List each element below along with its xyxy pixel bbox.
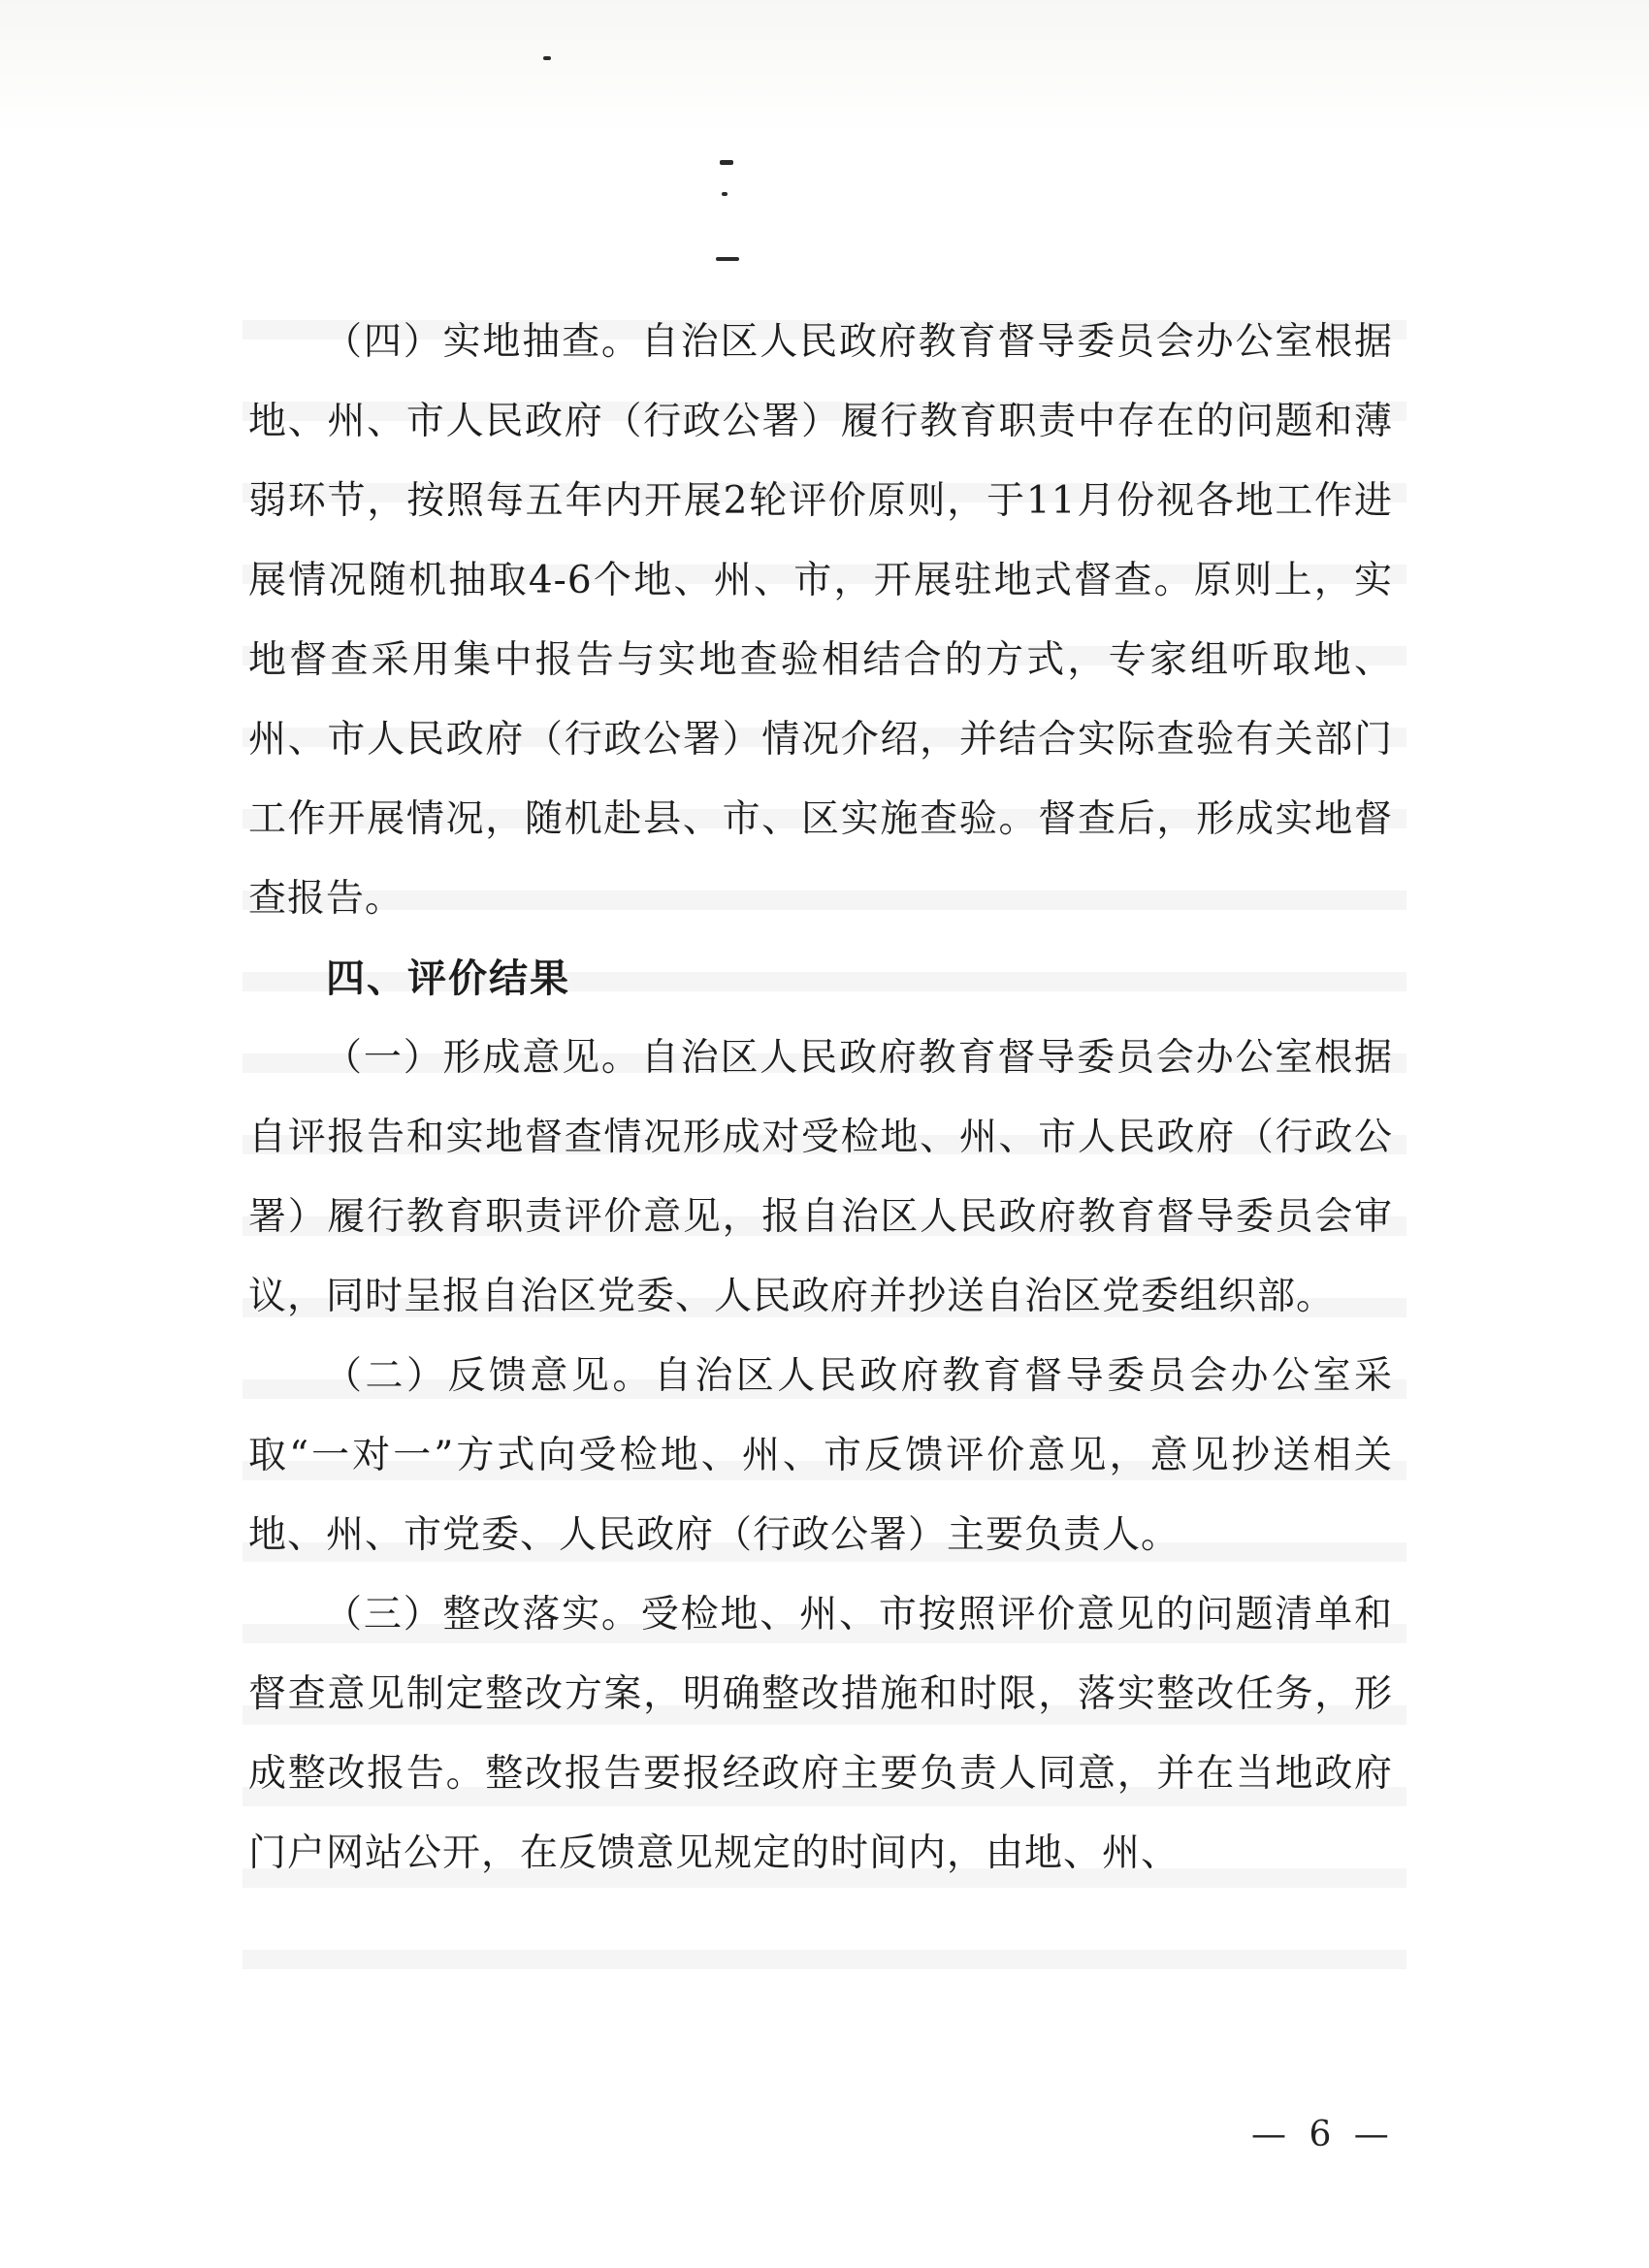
paragraph-field-inspection: （四）实地抽查。自治区人民政府教育督导委员会办公室根据地、州、市人民政府（行政公署）履行教育职责中存在的问题和薄弱环节，按照每五年内开展2轮评价原则，于11月份视各地工作进展情况随机抽取4-6个地、州、市，开展驻地式督查。原则上，实地督查采用集中报告与实地查验相结合的方式，专家组听取地、州、市人民政府（行政公署）情况介绍，并结合实际查验有关部门工作开展情况，随机赴县、市、区实施查验。督查后，形成实地督查报告。	[248, 320, 1393, 921]
paragraph-feedback-opinion: （二）反馈意见。自治区人民政府教育督导委员会办公室采取“一对一”方式向受检地、州、市反馈评价意见，意见抄送相关地、州、市党委、人民政府（行政公署）主要负责人。	[248, 1354, 1393, 1557]
scan-artifact-mark	[543, 56, 551, 60]
page-number: — 6 —	[1251, 2115, 1395, 2155]
scan-artifact-mark	[716, 257, 739, 261]
paragraph-rectification: （三）整改落实。受检地、州、市按照评价意见的问题清单和督查意见制定整改方案，明确整改措施和时限，落实整改任务，形成整改报告。整改报告要报经政府主要负责人同意，并在当地政府门户网站公开，在反馈意见规定的时间内，由地、州、	[248, 1593, 1393, 1875]
document-body	[248, 303, 1393, 1894]
scan-artifact-mark	[722, 192, 728, 196]
section-heading-evaluation-results: 四、评价结果	[326, 956, 570, 1001]
scan-artifact-mark	[720, 160, 733, 165]
paragraph-form-opinion: （一）形成意见。自治区人民政府教育督导委员会办公室根据自评报告和实地督查情况形成对受检地、州、市人民政府（行政公署）履行教育职责评价意见，报自治区人民政府教育督导委员会审议，同时呈报自治区党委、人民政府并抄送自治区党委组织部。	[248, 1036, 1393, 1318]
